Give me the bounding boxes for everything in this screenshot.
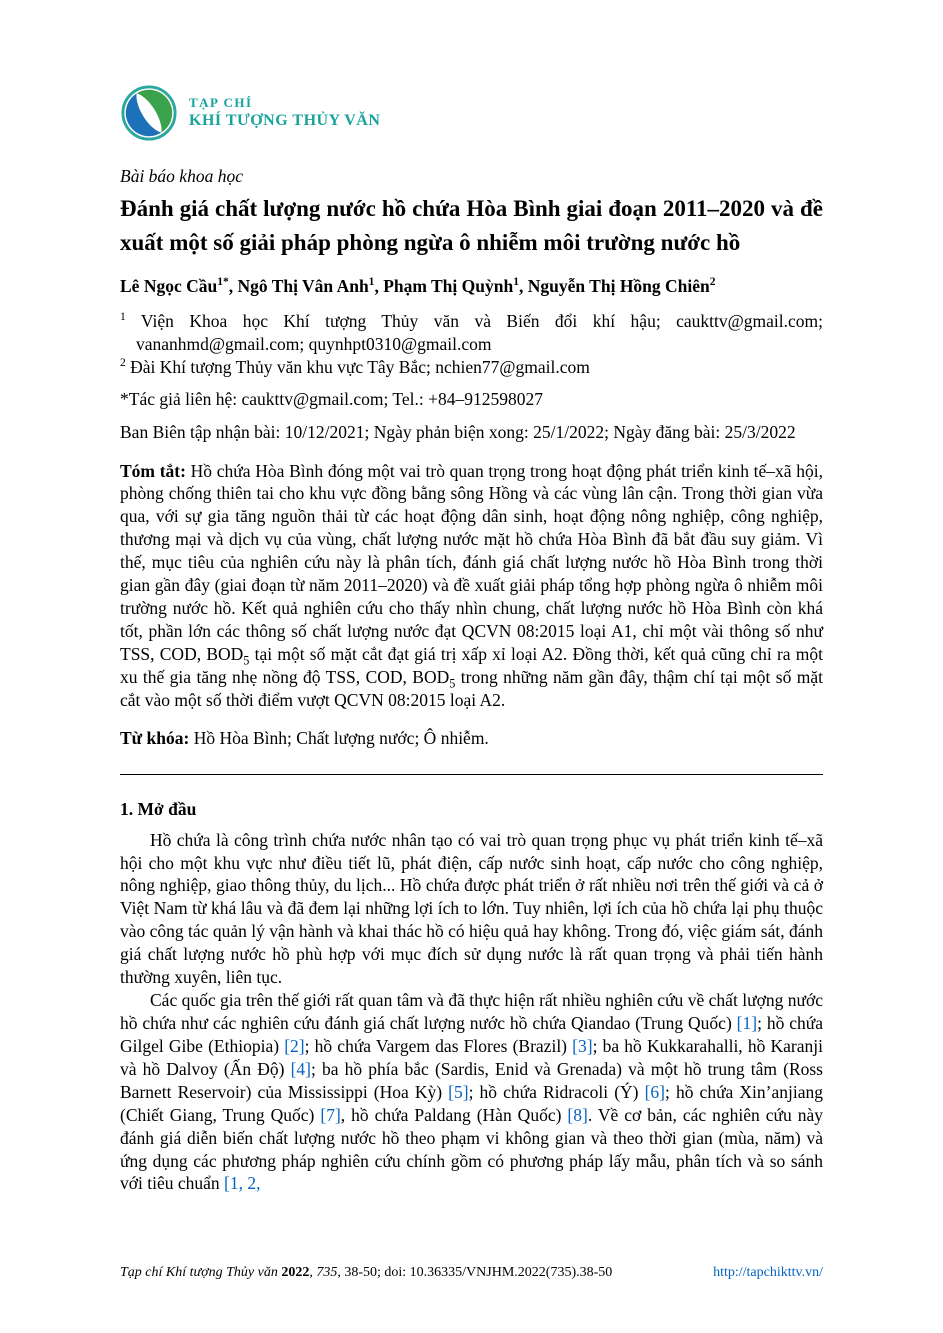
text-segment: , Nguyễn Thị Hồng Chiên (519, 276, 710, 297)
text-segment: ; hồ chứa Gilgel Gibe (Ethiopia) (120, 1012, 823, 1056)
journal-name (189, 95, 380, 131)
section-divider (120, 774, 823, 775)
citation-link-5[interactable]: [5] (448, 1081, 469, 1102)
footer-citation (120, 1265, 612, 1281)
text-segment: ; hồ chứa Xin’anjiang (Chiết Giang, Trung Quốc) (120, 1081, 823, 1125)
body-paragraph-2 (120, 989, 823, 1195)
citation-link-9[interactable]: [1, 2, (224, 1173, 261, 1194)
affiliation-2 (120, 356, 823, 379)
citation-link-4[interactable]: [4] (290, 1058, 312, 1079)
citation-link-3[interactable]: [3] (572, 1035, 593, 1056)
affiliation-1 (120, 310, 823, 356)
keywords-line (120, 727, 823, 750)
text-segment: 2 (709, 276, 716, 289)
text-segment: 1 (368, 276, 375, 289)
journal-name-line2: KHÍ TƯỢNG THỦY VĂN (189, 112, 381, 130)
citation-link-8[interactable]: [8] (567, 1104, 588, 1125)
text-segment: , Ngô Thị Vân Anh (228, 276, 369, 297)
journal-name-line1: TẠP CHÍ (189, 94, 253, 110)
editorial-dates-line: Ban Biên tập nhận bài: 10/12/2021; Ngày phản biện xong: 25/1/2022; Ngày đăng bài: 25/3/2022 (120, 422, 796, 443)
text-segment: 735 (316, 1265, 338, 1280)
citation-link-2[interactable]: [2] (284, 1035, 305, 1056)
text-segment: ; hồ chứa Ridracoli (Ý) (468, 1081, 645, 1102)
journal-masthead (120, 84, 823, 142)
journal-url-link[interactable]: http://tapchikttv.vn/ (713, 1265, 823, 1280)
text-segment: , hồ chứa Paldang (Hàn Quốc) (340, 1104, 568, 1125)
body-paragraph-1: Hồ chứa là công trình chứa nước nhân tạo có vai trò quan trọng phục vụ phát triển kinh tế–xã hội cho một khu vực như điều tiết lũ, phát điện, cấp nước sinh hoạt, cấp nước cho công nghiệp, nông nghiệp, giao thông thủy, du lịch... Hồ chứa được phát triển ở rất nhiều nơi trên thế giới và cả ở Việt Nam từ khá lâu và đã đem lại những lợi ích to lớn. Tuy nhiên, lợi ích của hồ chứa lại phụ thuộc vào công tác quản lý vận hành và khai thác hồ có hiệu quả hay không. Trong đó, việc giám sát, đánh giá chất lượng nước hồ phù hợp với mục đích sử dụng nước là rất quan trọng và phải tiến hành thường xuyên, liên tục. (120, 829, 823, 988)
text-segment: 5 (449, 676, 456, 691)
text-segment: , 38-50; doi: 10.36335/VNJHM.2022(735).38-50 (337, 1265, 613, 1280)
journal-logo (120, 84, 178, 142)
globe-logo-icon (120, 84, 178, 142)
text-segment: 1 (120, 311, 126, 324)
section-heading-1: 1. Mở đầu (120, 798, 197, 819)
text-segment: Tạp chí Khí tượng Thủy văn (120, 1265, 282, 1280)
article-title: Đánh giá chất lượng nước hồ chứa Hòa Bình giai đoạn 2011–2020 và đề xuất một số giải pháp phòng ngừa ô nhiễm môi trường nước hồ (120, 196, 823, 256)
text-segment: 1* (217, 276, 229, 289)
abstract (120, 460, 823, 712)
text-segment: Hồ chứa Hòa Bình đóng một vai trò quan trọng trong hoạt động phát triển kinh tế–xã hội, phòng chống thiên tai cho khu vực đồng bằng sông Hồng và các vùng lân cận. Trong thời gian vừa qua, với sự gia tăng nguồn thải từ các hoạt động dân sinh, hoạt động nông nghiệp, công nghiệp, thương mại và dịch vụ của vùng, chất lượng nước mặt hồ chứa Hòa Bình đã bắt đầu suy giảm. Vì thế, mục tiêu của nghiên cứu này là phân tích, đánh giá chất lượng nước hồ Hòa Bình trong thời gian gần đây (giai đoạn từ năm 2011–2020) và đề xuất giải pháp tổng hợp phòng ngừa ô nhiễm môi trường nước hồ. Kết quả nghiên cứu cho thấy nhìn chung, chất lượng nước hồ Hòa Bình còn khá tốt, phần lớn các thông số chất lượng nước đạt QCVN 08:2015 loại A1, chỉ một vài thông số như TSS, COD, BOD (120, 460, 823, 664)
text-segment: 2 (120, 357, 126, 370)
page-footer (120, 1265, 823, 1281)
text-segment: ; ba hồ Kukkarahalli, hồ Karanji và hồ Dalvoy (Ấn Độ) (120, 1035, 823, 1079)
citation-link-7[interactable]: [7] (320, 1104, 341, 1125)
text-segment: ; hồ chứa Vargem das Flores (Brazil) (304, 1035, 573, 1056)
text-segment: . Về cơ bản, các nghiên cứu này đánh giá diễn biến chất lượng nước hồ theo phạm vi không gian và theo thời gian (mùa, năm) và ứng dụng các phương pháp nghiên cứu chính gồm có phương pháp lấy mẫu, phân tích và so sánh với tiêu chuẩn (120, 1104, 823, 1194)
text-segment: Viện Khoa học Khí tượng Thủy văn và Biến đổi khí hậu; caukttv@gmail.com; vananhmd@gmail.com; quynhpt0310@gmail.com (125, 311, 823, 355)
text-segment: trong những năm gần đây, thậm chí tại một số mặt cắt vào một số thời điểm vượt QCVN 08:2015 loại A2. (120, 666, 823, 710)
text-segment: Tóm tắt: (120, 460, 191, 481)
affiliations-list (120, 310, 823, 379)
text-segment: 2022 (281, 1265, 310, 1280)
text-segment: , (309, 1265, 317, 1280)
text-segment: , Phạm Thị Quỳnh (374, 276, 514, 297)
text-segment: tại một số mặt cắt đạt giá trị xấp xỉ loại A2. Đồng thời, kết quả cũng chỉ ra một xu thế gia tăng nhẹ nồng độ TSS, COD, BOD (120, 643, 823, 687)
article-category: Bài báo khoa học (120, 166, 243, 186)
text-segment: Từ khóa: (120, 727, 194, 748)
text-segment: Lê Ngọc Cầu (120, 276, 218, 297)
authors-line (120, 276, 823, 297)
citation-link-6[interactable]: [6] (644, 1081, 665, 1102)
text-segment: 5 (243, 653, 250, 668)
text-segment: Đài Khí tượng Thủy văn khu vực Tây Bắc; nchien77@gmail.com (125, 357, 590, 378)
corresponding-author-line: *Tác giả liên hệ: caukttv@gmail.com; Tel.: +84–912598027 (120, 389, 543, 410)
text-segment: 1 (513, 276, 519, 289)
text-segment: Hồ Hòa Bình; Chất lượng nước; Ô nhiễm. (193, 727, 489, 748)
text-segment: Các quốc gia trên thế giới rất quan tâm và đã thực hiện rất nhiều nghiên cứu về chất lượng nước hồ chứa như các nghiên cứu đánh giá chất lượng nước hồ chứa Qiandao (Trung Quốc) (120, 990, 823, 1033)
citation-link-1[interactable]: [1] (736, 1012, 758, 1033)
text-segment: ; ba hồ phía bắc (Sardis, Enid và Grenada) và một hồ trung tâm (Ross Barnett Reservoir) của Mississippi (Hoa Kỳ) (120, 1058, 823, 1102)
